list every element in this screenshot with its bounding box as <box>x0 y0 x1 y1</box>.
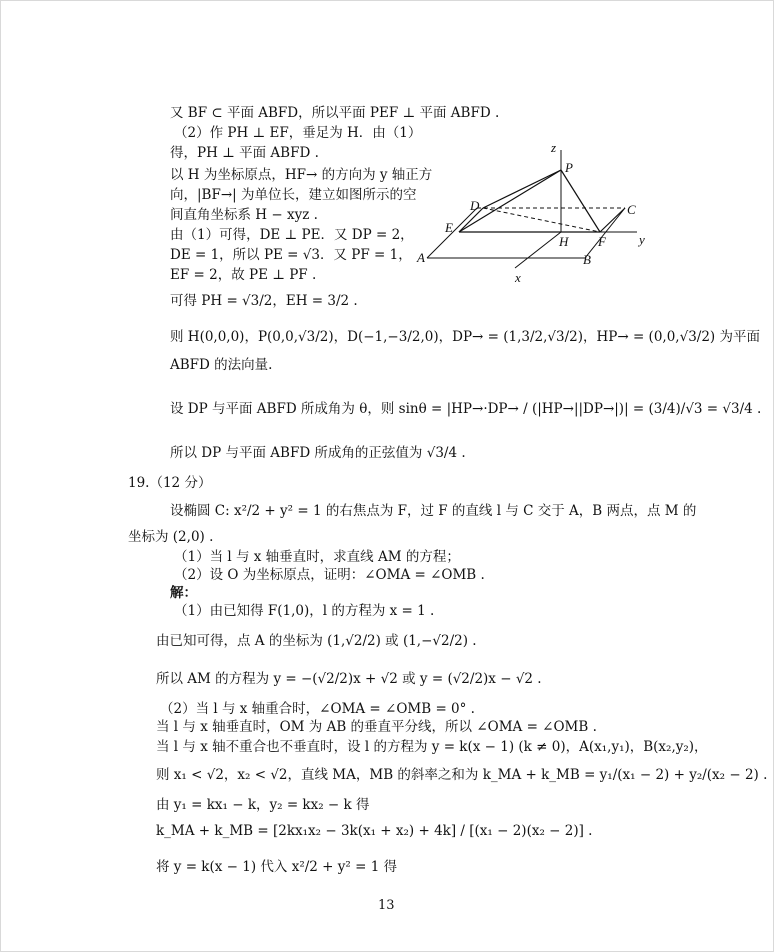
base-plane <box>427 208 625 258</box>
label-z: z <box>551 140 557 155</box>
pyramid-edges <box>459 170 625 232</box>
axes <box>515 150 637 268</box>
text-line: （2）设 O 为坐标原点，证明：∠OMA = ∠OMB . <box>174 567 485 583</box>
label-C: C <box>627 202 636 217</box>
problem-heading: 19.（12 分） <box>128 475 212 491</box>
label-A: A <box>417 250 425 265</box>
text-line: 以 H 为坐标原点，HF→ 的方向为 y 轴正方 <box>170 167 433 183</box>
label-H: H <box>559 234 569 249</box>
page-number: 13 <box>378 898 395 913</box>
text-line: 由已知可得，点 A 的坐标为 (1,√2/2) 或 (1,−√2/2) . <box>156 633 477 649</box>
text-line: 所以 AM 的方程为 y = −(√2/2)x + √2 或 y = (√2/2)x − √2 . <box>156 671 542 687</box>
text-line: 所以 DP 与平面 ABFD 所成角的正弦值为 √3/4 . <box>170 445 466 461</box>
text-line: 间直角坐标系 H − xyz . <box>170 207 318 223</box>
text-line: DE = 1，所以 PE = √3．又 PF = 1， <box>170 247 412 263</box>
text-line: 设 DP 与平面 ABFD 所成角为 θ，则 sinθ = |HP→·DP→ / (|HP→||DP→|)| = (3/4)/√3 = √3/4 . <box>170 401 762 417</box>
text-line: 坐标为 (2,0) . <box>128 529 214 545</box>
label-y: y <box>639 232 645 247</box>
solution-label: 解： <box>170 585 197 601</box>
label-B: B <box>583 252 591 267</box>
label-E: E <box>445 220 453 235</box>
text-line: EF = 2，故 PE ⊥ PF . <box>170 267 317 283</box>
text-line: 将 y = k(x − 1) 代入 x²/2 + y² = 1 得 <box>156 859 398 875</box>
text-line: 当 l 与 x 轴不重合也不垂直时，设 l 的方程为 y = k(x − 1) (k ≠ 0)，A(x₁,y₁)，B(x₂,y₂)， <box>156 739 708 755</box>
text-line: 可得 PH = √3/2，EH = 3/2 . <box>170 293 358 309</box>
text-line: 由 y₁ = kx₁ − k，y₂ = kx₂ − k 得 <box>156 797 370 813</box>
label-x: x <box>515 270 521 285</box>
text-line: k_MA + k_MB = [2kx₁x₂ − 3k(x₁ + x₂) + 4k] / [(x₁ − 2)(x₂ − 2)] . <box>156 823 593 839</box>
text-line: 则 x₁ < √2，x₂ < √2，直线 MA，MB 的斜率之和为 k_MA + k_MB = y₁/(x₁ − 2) + y₂/(x₂ − 2) . <box>156 767 768 783</box>
text-line: （1）当 l 与 x 轴垂直时，求直线 AM 的方程； <box>174 549 460 565</box>
text-line: （2）作 PH ⊥ EF，垂足为 H．由（1） <box>174 125 422 141</box>
label-P: P <box>565 160 573 175</box>
text-line: 当 l 与 x 轴垂直时，OM 为 AB 的垂直平分线，所以 ∠OMA = ∠OMB . <box>156 719 597 735</box>
text-line: ABFD 的法向量. <box>170 357 273 373</box>
text-line: 设椭圆 C: x²/2 + y² = 1 的右焦点为 F，过 F 的直线 l 与 C 交于 A，B 两点，点 M 的 <box>170 503 697 519</box>
hidden-edges <box>477 208 625 232</box>
label-F: F <box>598 234 606 249</box>
text-line: （1）由已知得 F(1,0)，l 的方程为 x = 1 . <box>174 603 435 619</box>
text-line: 又 BF ⊂ 平面 ABFD，所以平面 PEF ⊥ 平面 ABFD . <box>170 105 500 121</box>
text-line: 则 H(0,0,0)，P(0,0,√3/2)，D(−1,−3/2,0)，DP→ = (1,3/2,√3/2)，HP→ = (0,0,√3/2) 为平面 <box>170 329 760 345</box>
text-line: 由（1）可得，DE ⊥ PE．又 DP = 2， <box>170 227 414 243</box>
text-line: 向，|BF→| 为单位长，建立如图所示的空 <box>170 187 417 203</box>
geometry-figure <box>415 140 675 290</box>
text-line: （2）当 l 与 x 轴重合时，∠OMA = ∠OMB = 0° . <box>160 701 475 717</box>
text-line: 得，PH ⊥ 平面 ABFD . <box>170 145 319 161</box>
label-D: D <box>470 198 480 213</box>
